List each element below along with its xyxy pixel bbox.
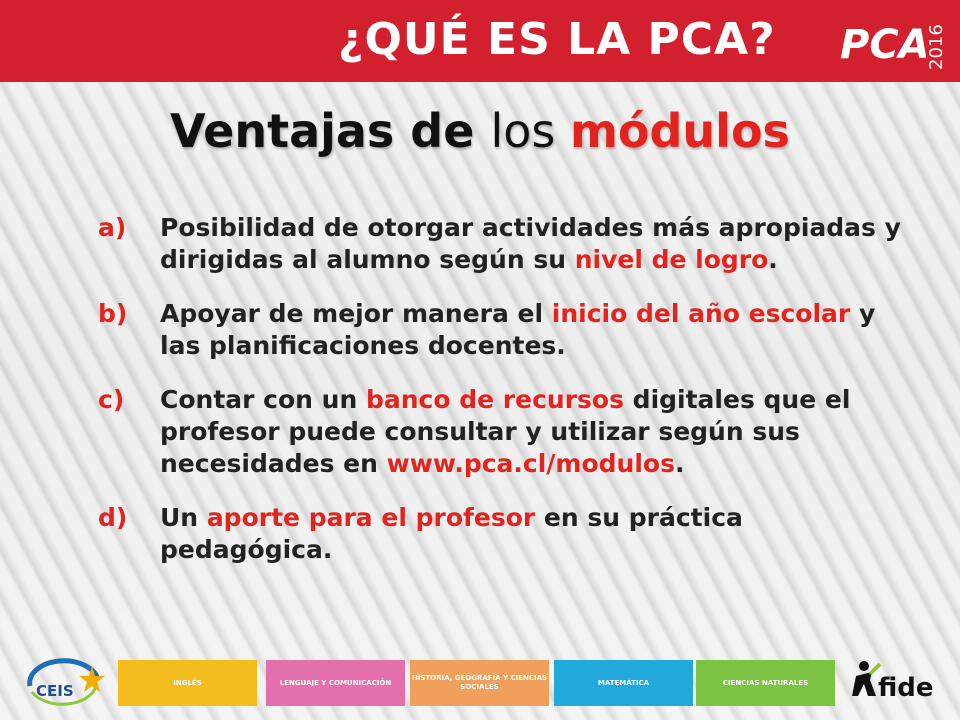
subject-tab-lenguaje[interactable]: LENGUAJE Y COMUNICACIÓN	[266, 660, 405, 706]
footer-bar	[0, 650, 960, 720]
point-text-end: en su práctica pedagógica.	[160, 503, 743, 564]
point-highlight: nivel de logro	[574, 245, 769, 274]
advantages-list	[98, 212, 918, 588]
slide-title-part1: Ventajas de	[170, 104, 491, 158]
header-bar	[0, 0, 960, 82]
slide-title-accent: módulos	[569, 104, 790, 158]
subject-tab-matematica[interactable]: MATEMÁTICA	[554, 660, 693, 706]
point-text: Apoyar de mejor manera el	[160, 299, 552, 328]
list-marker: d)	[98, 503, 128, 532]
fide-logo	[852, 656, 942, 706]
subject-tab-ciencias[interactable]: CIENCIAS NATURALES	[696, 660, 835, 706]
point-text-end: y las planificaciones docentes.	[160, 299, 876, 360]
slide-title-part2: los	[490, 104, 570, 158]
ceis-logo	[22, 652, 106, 710]
list-item	[98, 384, 918, 480]
modulos-url-link[interactable]: www.pca.cl/modulos	[386, 449, 675, 478]
point-highlight: inicio del año escolar	[551, 299, 851, 328]
slide-title	[0, 104, 960, 158]
pca-logo-year: 2016	[926, 24, 947, 70]
fide-logo-text: fide	[878, 673, 934, 703]
point-text-end: .	[768, 245, 778, 274]
list-marker: c)	[98, 385, 125, 414]
list-marker: a)	[98, 213, 127, 242]
list-item	[98, 212, 918, 276]
list-item	[98, 298, 918, 362]
point-highlight: aporte para el profesor	[206, 503, 536, 532]
list-item	[98, 502, 918, 566]
subject-tab-historia[interactable]: HISTORIA, GEOGRAFÍA Y CIENCIAS SOCIALES	[410, 660, 549, 706]
pca-logo-text: PCA	[840, 22, 930, 68]
header-title: ¿QUÉ ES LA PCA?	[338, 14, 776, 65]
list-marker: b)	[98, 299, 128, 328]
point-highlight: banco de recursos	[365, 385, 624, 414]
pca-2016-logo	[838, 12, 948, 72]
subject-tab-ingles[interactable]: INGLÉS	[118, 660, 257, 706]
point-text-mid: digitales que el profesor puede consultar y utilizar según sus necesidades en	[160, 385, 851, 478]
ceis-logo-text: CEIS	[36, 682, 74, 700]
point-text-end: .	[674, 449, 685, 478]
point-text: Un	[160, 503, 207, 532]
point-text: Posibilidad de otorgar actividades más apropiadas y dirigidas al alumno según su	[160, 213, 901, 274]
point-text: Contar con un	[160, 385, 366, 414]
